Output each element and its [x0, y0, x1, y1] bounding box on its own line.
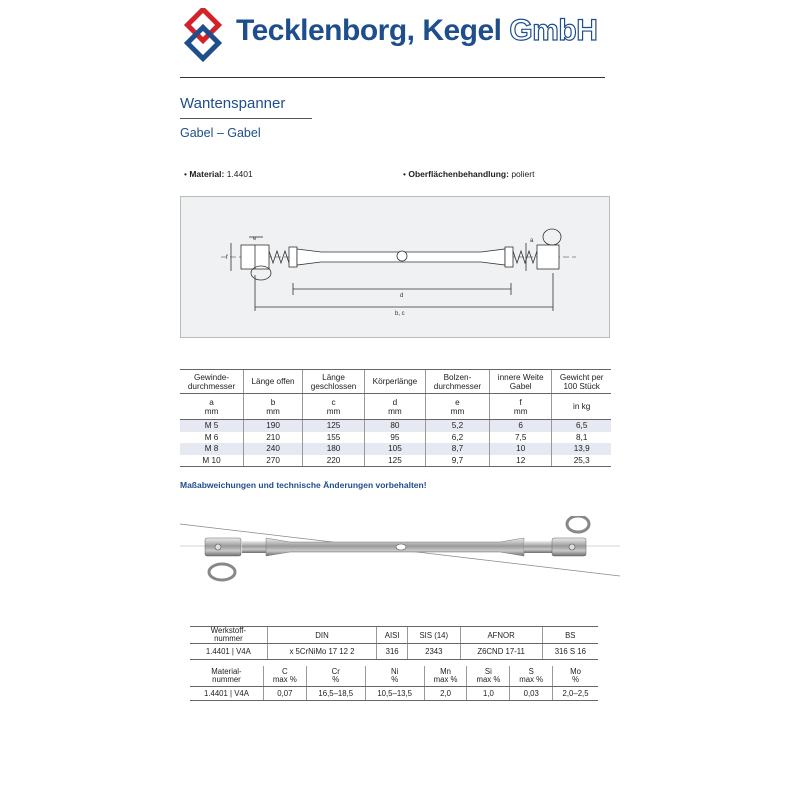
table-cell: 105 [365, 443, 426, 455]
table-row [180, 432, 611, 444]
dim-label-f: f [226, 255, 228, 261]
table-units-row [180, 394, 611, 420]
col-header: Material- nummer [190, 666, 263, 687]
table-cell: 316 [377, 644, 408, 660]
table-row [180, 455, 611, 467]
col-header: Ni % [365, 666, 424, 687]
table-row [190, 644, 598, 660]
table-cell: 6,5 [552, 420, 611, 432]
table-cell: 190 [244, 420, 303, 432]
unit-cell: f mm [490, 394, 552, 420]
col-header: AISI [377, 627, 408, 644]
table-cell: 220 [303, 455, 365, 467]
brand-name: Tecklenborg, Kegel GmbH [236, 14, 598, 47]
col-header: Bolzen- durchmesser [425, 370, 489, 394]
table-cell: 0,03 [510, 687, 553, 701]
table-cell: 180 [303, 443, 365, 455]
disclaimer-note: Maßabweichungen und technische Änderungen vorbehalten! [180, 480, 427, 490]
logo-mark-icon [180, 8, 240, 64]
header-divider [180, 77, 605, 78]
unit-cell: e mm [425, 394, 489, 420]
table-cell: 2,0–2,5 [553, 687, 598, 701]
brand-suffix: GmbH [509, 14, 598, 47]
col-header: AFNOR [460, 627, 542, 644]
table-row [190, 687, 598, 701]
table-cell: 2343 [408, 644, 461, 660]
table-cell: 10 [490, 443, 552, 455]
table-cell: 155 [303, 432, 365, 444]
table-cell: 0,07 [263, 687, 306, 701]
material-chemistry-table [190, 666, 598, 701]
col-header: Mo % [553, 666, 598, 687]
unit-cell: c mm [303, 394, 365, 420]
col-header: Werkstoff- nummer [190, 627, 267, 644]
table-cell: 1,0 [467, 687, 510, 701]
table-cell: 210 [244, 432, 303, 444]
material-standards-table [190, 626, 598, 660]
table-header-row [190, 666, 598, 687]
table-cell: M 10 [180, 455, 244, 467]
table-header-row [190, 627, 598, 644]
table-cell: 125 [365, 455, 426, 467]
col-header: innere Weite Gabel [490, 370, 552, 394]
table-cell: 1.4401 | V4A [190, 644, 267, 660]
table-cell: 9,7 [425, 455, 489, 467]
table-cell: 95 [365, 432, 426, 444]
col-header: Körperlänge [365, 370, 426, 394]
title-underline [180, 118, 312, 119]
table-cell: 80 [365, 420, 426, 432]
spec-surface-treatment: • Oberflächenbehandlung: poliert [403, 169, 535, 179]
col-header: Gewinde- durchmesser [180, 370, 244, 394]
dim-label-a: a [530, 238, 534, 244]
table-cell: 13,9 [552, 443, 611, 455]
table-cell: 270 [244, 455, 303, 467]
table-cell: M 5 [180, 420, 244, 432]
col-header: Gewicht per 100 Stück [552, 370, 611, 394]
col-header: S max % [510, 666, 553, 687]
col-header: Cr % [306, 666, 365, 687]
table-row [180, 443, 611, 455]
product-photo [180, 516, 620, 600]
col-header: Länge geschlossen [303, 370, 365, 394]
table-cell: Z6CND 17-11 [460, 644, 542, 660]
dim-label-d: d [400, 293, 404, 299]
table-cell: M 8 [180, 443, 244, 455]
col-header: SIS (14) [408, 627, 461, 644]
dimensions-table [180, 369, 611, 467]
dim-label-bc: b, c [395, 311, 405, 317]
page-title: Wantenspanner [180, 95, 286, 112]
col-header: Si max % [467, 666, 510, 687]
table-row [180, 420, 611, 432]
table-cell: 125 [303, 420, 365, 432]
table-cell: M 6 [204, 432, 219, 442]
col-header: C max % [263, 666, 306, 687]
table-cell: x 5CrNiMo 17 12 2 [267, 644, 376, 660]
page-subtitle: Gabel – Gabel [180, 126, 261, 140]
table-cell: 6,2 [425, 432, 489, 444]
unit-cell: a mm [180, 394, 244, 420]
table-header-row [180, 370, 611, 394]
table-cell: 8,1 [552, 432, 611, 444]
col-header: Länge offen [244, 370, 303, 394]
unit-cell: d mm [365, 394, 426, 420]
table-cell: 10,5–13,5 [365, 687, 424, 701]
table-cell: 5,2 [425, 420, 489, 432]
table-cell: 7,5 [490, 432, 552, 444]
col-header: BS [542, 627, 598, 644]
table-cell: 1.4401 | V4A [190, 687, 263, 701]
table-cell: 6 [490, 420, 552, 432]
col-header: DIN [267, 627, 376, 644]
table-cell: 2,0 [424, 687, 467, 701]
technical-drawing [180, 196, 610, 338]
dim-label-e: e [253, 236, 257, 242]
table-cell: 240 [244, 443, 303, 455]
table-cell: 25,3 [552, 455, 611, 467]
table-cell: 8,7 [425, 443, 489, 455]
table-cell: 16,5–18,5 [306, 687, 365, 701]
spec-material: • Material: 1.4401 [184, 169, 253, 179]
col-header: Mn max % [424, 666, 467, 687]
table-cell: 316 S 16 [542, 644, 598, 660]
unit-cell: in kg [552, 394, 611, 420]
unit-cell: b mm [244, 394, 303, 420]
table-cell: 12 [490, 455, 552, 467]
